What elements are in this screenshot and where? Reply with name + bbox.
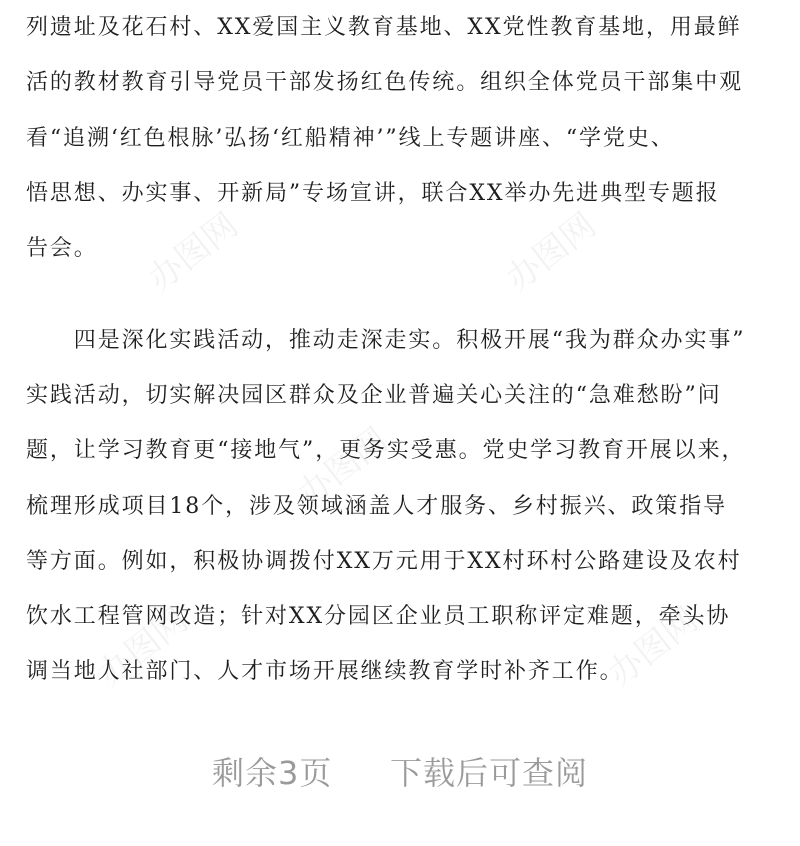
paragraph-line: 悟思想、办实事、开新局”专场宣讲，联合XX举办先进典型专题报	[26, 181, 720, 206]
remaining-pages-text: 剩余3页	[212, 754, 333, 792]
watermark: 办图网	[140, 205, 246, 300]
paragraph-line: 调当地人社部门、人才市场开展继续教育学时补齐工作。	[26, 659, 624, 684]
paragraph-line: 题，让学习教育更“接地气”，更务实受惠。党史学习教育开展以来，	[26, 438, 746, 463]
watermark: 办图网	[600, 600, 706, 695]
watermark: 办图网	[498, 205, 604, 300]
paragraph-line: 列遗址及花石村、XX爱国主义教育基地、XX党性教育基地，用最鲜	[26, 15, 742, 40]
paragraph-line: 梳理形成项目18个，涉及领域涵盖人才服务、乡村振兴、政策指导	[26, 494, 727, 519]
paragraph-line: 饮水工程管网改造；针对XX分园区企业员工职称评定难题，牵头协	[26, 604, 731, 629]
paragraph-line: 等方面。例如，积极协调拨付XX万元用于XX村环村公路建设及农村	[26, 549, 742, 574]
download-hint-text: 下载后可查阅	[389, 754, 588, 792]
watermark: 办图网	[90, 600, 196, 695]
watermark: 办图网	[290, 420, 396, 515]
remaining-pages-notice[interactable]	[0, 748, 800, 794]
paragraph-line: 四是深化实践活动，推动走深走实。积极开展“我为群众办实事”	[26, 328, 746, 353]
paragraph-line: 告会。	[26, 236, 98, 261]
paragraph-line: 实践活动，切实解决园区群众及企业普遍关心关注的“急难愁盼”问	[26, 383, 722, 408]
paragraph-line: 活的教材教育引导党员干部发扬红色传统。组织全体党员干部集中观	[26, 70, 744, 95]
paragraph-line: 看“追溯‘红色根脉’弘扬‘红船精神’”线上专题讲座、“学党史、	[26, 126, 675, 151]
